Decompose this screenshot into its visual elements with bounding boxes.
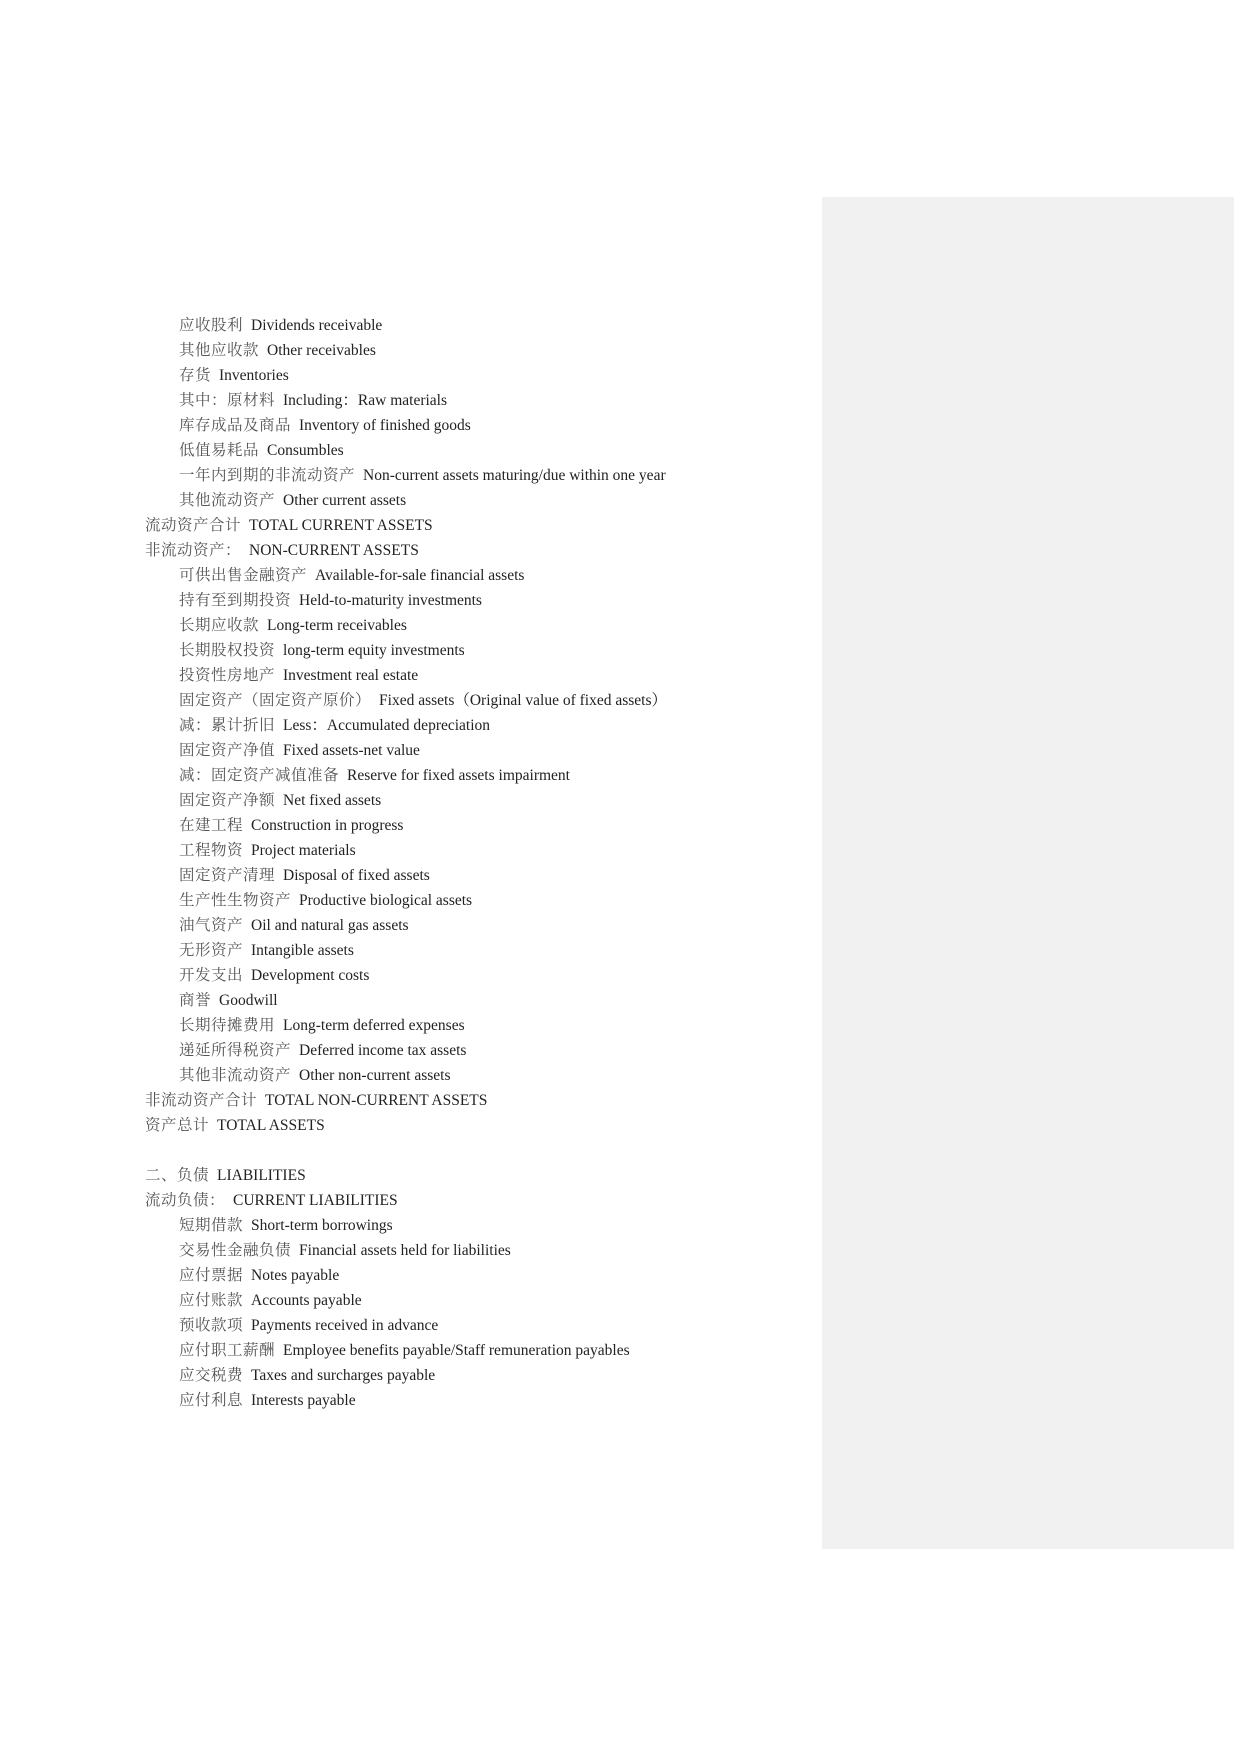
chinese-term: 固定资产（固定资产原价）	[179, 692, 372, 709]
document-line	[145, 538, 805, 563]
document-line	[145, 1363, 805, 1388]
chinese-term: 预收款项	[179, 1317, 244, 1334]
chinese-term: 减：累计折旧	[179, 717, 276, 734]
english-term: Available-for-sale financial assets	[315, 567, 525, 584]
document-line	[145, 1113, 805, 1138]
document-line	[145, 1013, 805, 1038]
chinese-term: 应付利息	[179, 1392, 244, 1409]
chinese-term: 持有至到期投资	[179, 592, 292, 609]
english-term: Interests payable	[251, 1392, 356, 1409]
document-line	[145, 1038, 805, 1063]
document-line	[145, 713, 805, 738]
chinese-term: 固定资产净额	[179, 792, 276, 809]
document-line	[145, 913, 805, 938]
english-term: long-term equity investments	[283, 642, 465, 659]
document-line	[145, 613, 805, 638]
chinese-term: 应付职工薪酬	[179, 1342, 276, 1359]
english-term: Long-term deferred expenses	[283, 1017, 465, 1034]
english-term: Net fixed assets	[283, 792, 382, 809]
chinese-term: 存货	[179, 367, 212, 384]
english-term: Inventories	[219, 367, 289, 384]
document-line	[145, 1088, 805, 1113]
document-line	[145, 838, 805, 863]
english-term: Non-current assets maturing/due within one year	[363, 467, 666, 484]
chinese-term: 流动资产合计	[145, 517, 242, 534]
english-term: Intangible assets	[251, 942, 354, 959]
chinese-term: 油气资产	[179, 917, 244, 934]
english-term: TOTAL NON-CURRENT ASSETS	[265, 1092, 488, 1109]
document-line	[145, 1238, 805, 1263]
english-term: Reserve for fixed assets impairment	[347, 767, 570, 784]
english-term: Accounts payable	[251, 1292, 362, 1309]
document-line	[145, 488, 805, 513]
english-term: Financial assets held for liabilities	[299, 1242, 511, 1259]
english-term: LIABILITIES	[217, 1167, 306, 1184]
document-line	[145, 1163, 805, 1188]
chinese-term: 投资性房地产	[179, 667, 276, 684]
chinese-term: 一年内到期的非流动资产	[179, 467, 356, 484]
document-line	[145, 763, 805, 788]
english-term: Other non-current assets	[299, 1067, 451, 1084]
english-term: Held-to-maturity investments	[299, 592, 482, 609]
english-term: TOTAL CURRENT ASSETS	[249, 517, 433, 534]
document-line	[145, 988, 805, 1013]
document-line	[145, 738, 805, 763]
document-line	[145, 863, 805, 888]
chinese-term: 其中：原材料	[179, 392, 276, 409]
document-line	[145, 513, 805, 538]
document-line	[145, 813, 805, 838]
english-term: NON-CURRENT ASSETS	[249, 542, 419, 559]
document-line	[145, 1213, 805, 1238]
document-line	[145, 563, 805, 588]
chinese-term: 生产性生物资产	[179, 892, 292, 909]
english-term: Development costs	[251, 967, 370, 984]
english-term: Productive biological assets	[299, 892, 473, 909]
document-line	[145, 1338, 805, 1363]
english-term: Fixed assets（Original value of fixed assets）	[379, 692, 667, 709]
chinese-term: 减：固定资产减值准备	[179, 767, 340, 784]
chinese-term: 非流动资产：	[145, 542, 242, 559]
english-term: Other receivables	[267, 342, 376, 359]
blank-line	[145, 1138, 805, 1163]
english-term: Less：Accumulated depreciation	[283, 717, 491, 734]
chinese-term: 开发支出	[179, 967, 244, 984]
chinese-term: 商誉	[179, 992, 212, 1009]
document-line	[145, 438, 805, 463]
english-term: Goodwill	[219, 992, 278, 1009]
comment-pane	[822, 197, 1234, 1549]
chinese-term: 应付票据	[179, 1267, 244, 1284]
document-line	[145, 388, 805, 413]
document-line	[145, 313, 805, 338]
document-line	[145, 1188, 805, 1213]
chinese-term: 其他流动资产	[179, 492, 276, 509]
chinese-term: 低值易耗品	[179, 442, 260, 459]
english-term: Disposal of fixed assets	[283, 867, 430, 884]
english-term: CURRENT LIABILITIES	[233, 1192, 398, 1209]
document-line	[145, 963, 805, 988]
chinese-term: 固定资产净值	[179, 742, 276, 759]
document-line	[145, 663, 805, 688]
chinese-term: 应收股利	[179, 317, 244, 334]
chinese-term: 工程物资	[179, 842, 244, 859]
english-term: Long-term receivables	[267, 617, 407, 634]
document-line	[145, 363, 805, 388]
chinese-term: 在建工程	[179, 817, 244, 834]
chinese-term: 固定资产清理	[179, 867, 276, 884]
chinese-term: 交易性金融负债	[179, 1242, 292, 1259]
english-term: Consumbles	[267, 442, 344, 459]
english-term: Short-term borrowings	[251, 1217, 393, 1234]
english-term: Project materials	[251, 842, 356, 859]
document-line	[145, 338, 805, 363]
document-line	[145, 688, 805, 713]
chinese-term: 应交税费	[179, 1367, 244, 1384]
chinese-term: 长期待摊费用	[179, 1017, 276, 1034]
english-term: Investment real estate	[283, 667, 419, 684]
document-line	[145, 588, 805, 613]
english-term: Inventory of finished goods	[299, 417, 471, 434]
english-term: Dividends receivable	[251, 317, 383, 334]
chinese-term: 递延所得税资产	[179, 1042, 292, 1059]
chinese-term: 应付账款	[179, 1292, 244, 1309]
english-term: Deferred income tax assets	[299, 1042, 467, 1059]
chinese-term: 长期应收款	[179, 617, 260, 634]
chinese-term: 资产总计	[145, 1117, 210, 1134]
english-term: Employee benefits payable/Staff remuneration payables	[283, 1342, 630, 1359]
document-line	[145, 888, 805, 913]
english-term: Payments received in advance	[251, 1317, 439, 1334]
document-line	[145, 463, 805, 488]
document-line	[145, 1313, 805, 1338]
document-line	[145, 638, 805, 663]
english-term: TOTAL ASSETS	[217, 1117, 325, 1134]
english-term: Construction in progress	[251, 817, 404, 834]
chinese-term: 其他非流动资产	[179, 1067, 292, 1084]
chinese-term: 二、负债	[145, 1167, 210, 1184]
english-term: Notes payable	[251, 1267, 340, 1284]
chinese-term: 流动负债：	[145, 1192, 226, 1209]
english-term: Including：Raw materials	[283, 392, 448, 409]
chinese-term: 短期借款	[179, 1217, 244, 1234]
english-term: Fixed assets-net value	[283, 742, 420, 759]
document-line	[145, 1263, 805, 1288]
english-term: Taxes and surcharges payable	[251, 1367, 436, 1384]
chinese-term: 长期股权投资	[179, 642, 276, 659]
document-line	[145, 1388, 805, 1413]
english-term: Oil and natural gas assets	[251, 917, 409, 934]
document-body	[145, 313, 805, 1413]
document-line	[145, 413, 805, 438]
document-line	[145, 788, 805, 813]
document-line	[145, 1063, 805, 1088]
chinese-term: 无形资产	[179, 942, 244, 959]
document-line	[145, 938, 805, 963]
chinese-term: 库存成品及商品	[179, 417, 292, 434]
document-line	[145, 1288, 805, 1313]
chinese-term: 非流动资产合计	[145, 1092, 258, 1109]
chinese-term: 可供出售金融资产	[179, 567, 308, 584]
english-term: Other current assets	[283, 492, 407, 509]
chinese-term: 其他应收款	[179, 342, 260, 359]
